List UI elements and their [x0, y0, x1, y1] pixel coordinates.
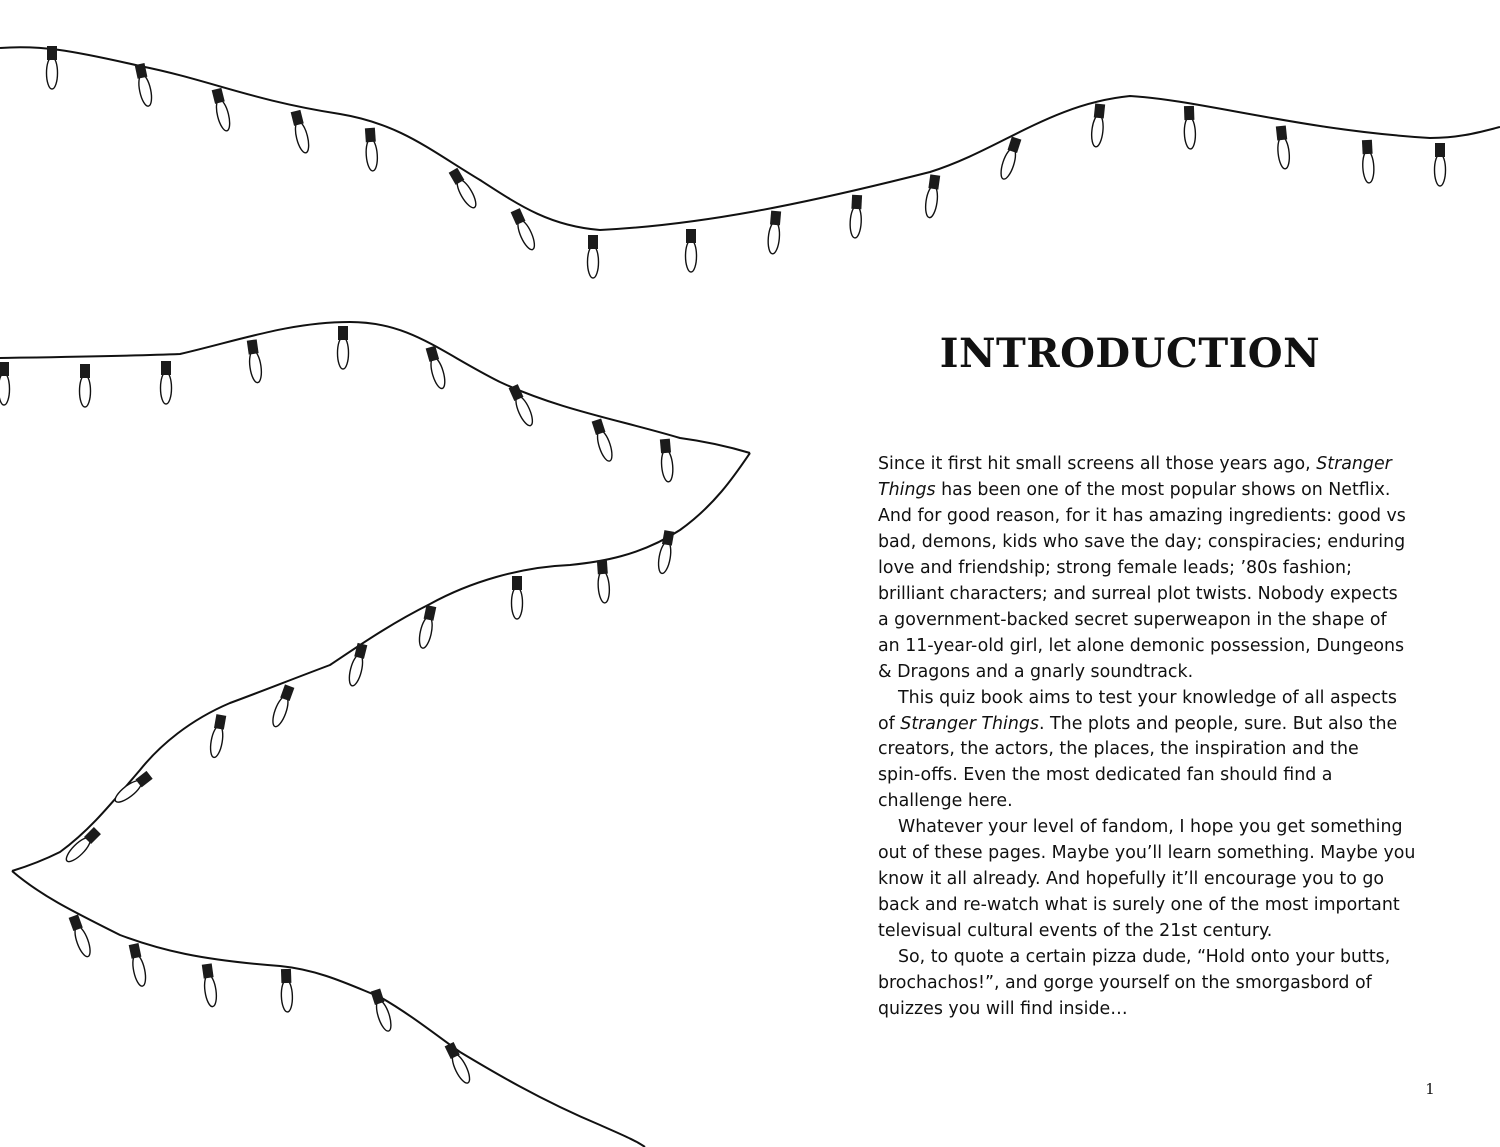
light-bulb-icon [364, 128, 378, 172]
text-line [878, 660, 1388, 686]
light-bulb-icon [588, 235, 599, 278]
light-bulb-icon [211, 88, 232, 132]
text-span: This quiz book aims to test your knowledge of all aspects [898, 687, 1397, 708]
text-span: . The plots and people, sure. But also the [1039, 713, 1398, 734]
light-wire [12, 871, 645, 1147]
page-number: 1 [1425, 1080, 1435, 1098]
light-bulb-icon [347, 643, 368, 687]
text-line [878, 478, 1391, 504]
italic-text: Things [878, 479, 936, 500]
text-span: an 11-year-old girl, let alone demonic possession, Dungeons [878, 635, 1405, 656]
text-span: brochachos!”, and gorge yourself on the smorgasbord of [878, 973, 1372, 994]
light-bulb-icon [246, 339, 263, 383]
introduction-body-text [878, 452, 1416, 1023]
light-bulb-icon [591, 418, 615, 462]
light-wire [0, 47, 1500, 230]
light-bulb-icon [849, 195, 862, 239]
text-span: of [878, 713, 901, 734]
text-line [878, 737, 1388, 763]
text-line [878, 763, 1388, 789]
light-bulb-icon [201, 963, 218, 1007]
text-line [878, 997, 1388, 1023]
text-line [878, 712, 1398, 738]
light-bulb-icon [1183, 106, 1195, 149]
text-span: Since it first hit small screens all those years ago, [878, 454, 1317, 474]
light-bulb-icon [290, 110, 311, 154]
text-line [878, 634, 1405, 660]
light-bulb-icon [448, 168, 479, 211]
text-span: creators, the actors, the places, the inspiration and the [878, 739, 1359, 760]
light-bulb-icon [417, 605, 437, 649]
light-bulb-icon [338, 326, 349, 369]
text-span: So, to quote a certain pizza dude, “Hold onto your butts, [898, 947, 1391, 968]
text-line [878, 789, 1388, 815]
light-bulb-icon [47, 46, 58, 89]
text-span: has been one of the most popular shows on Netflix. [935, 479, 1391, 500]
light-bulb-icon [510, 208, 538, 252]
light-bulb-icon [444, 1042, 473, 1085]
text-span: love and friendship; strong female leads; ’80s fashion; [878, 557, 1352, 578]
text-span: back and re-watch what is surely one of the most important [878, 895, 1400, 916]
text-line [878, 893, 1400, 919]
light-bulb-icon [161, 361, 172, 404]
text-span: televisual cultural events of the 21st century. [878, 921, 1273, 942]
light-bulb-icon [280, 969, 292, 1012]
light-bulb-icon [0, 362, 10, 405]
light-bulb-icon [270, 684, 295, 728]
text-line [878, 945, 1391, 971]
text-line [878, 556, 1388, 582]
text-line [878, 686, 1397, 712]
light-bulb-icon [656, 530, 674, 574]
text-line [878, 971, 1388, 997]
text-span: Whatever your level of fandom, I hope you get something [898, 817, 1403, 838]
light-bulb-icon [1090, 103, 1105, 147]
text-span: quizzes you will find inside… [878, 999, 1128, 1020]
text-line [878, 608, 1388, 634]
text-span: brilliant characters; and surreal plot twists. Nobody expects [878, 583, 1398, 604]
light-bulb-icon [924, 174, 941, 218]
light-bulb-icon [1435, 143, 1446, 186]
light-bulb-icon [767, 211, 782, 255]
light-wire [0, 322, 750, 453]
text-line [878, 919, 1388, 945]
italic-text: Stranger [1316, 454, 1392, 474]
light-bulb-icon [659, 439, 674, 483]
italic-text: Stranger Things [900, 713, 1039, 734]
light-bulb-icon [1361, 140, 1374, 184]
text-span: & Dragons and a gnarly soundtrack. [878, 661, 1194, 682]
light-bulb-icon [596, 560, 610, 604]
light-bulb-icon [112, 770, 153, 805]
text-line [878, 504, 1406, 530]
text-span: out of these pages. Maybe you’ll learn something. Maybe you [878, 843, 1416, 864]
text-line [878, 815, 1403, 841]
light-bulb-icon [134, 63, 154, 107]
text-span: And for good reason, for it has amazing ingredients: good vs [878, 505, 1406, 526]
light-bulb-icon [512, 576, 523, 619]
text-line [878, 582, 1398, 608]
text-span: spin-offs. Even the most dedicated fan should find a [878, 765, 1333, 786]
light-bulb-icon [686, 229, 697, 272]
text-line [878, 867, 1388, 893]
light-bulb-icon [80, 364, 91, 407]
text-span: know it all already. And hopefully it’ll encourage you to go [878, 869, 1385, 890]
text-span: challenge here. [878, 791, 1013, 812]
text-span: a government-backed secret superweapon in the shape of [878, 609, 1387, 630]
page-title: INTRODUCTION [939, 330, 1321, 377]
text-line [878, 841, 1416, 867]
light-bulb-icon [1275, 125, 1290, 169]
light-bulb-icon [370, 988, 394, 1032]
light-bulb-icon [68, 914, 93, 958]
light-bulb-icon [208, 714, 226, 758]
text-line [878, 530, 1406, 556]
light-bulb-icon [998, 136, 1022, 180]
light-wire [12, 453, 750, 871]
text-span: bad, demons, kids who save the day; conspiracies; enduring [878, 531, 1406, 552]
text-line [878, 452, 1392, 478]
light-bulb-icon [128, 943, 148, 987]
